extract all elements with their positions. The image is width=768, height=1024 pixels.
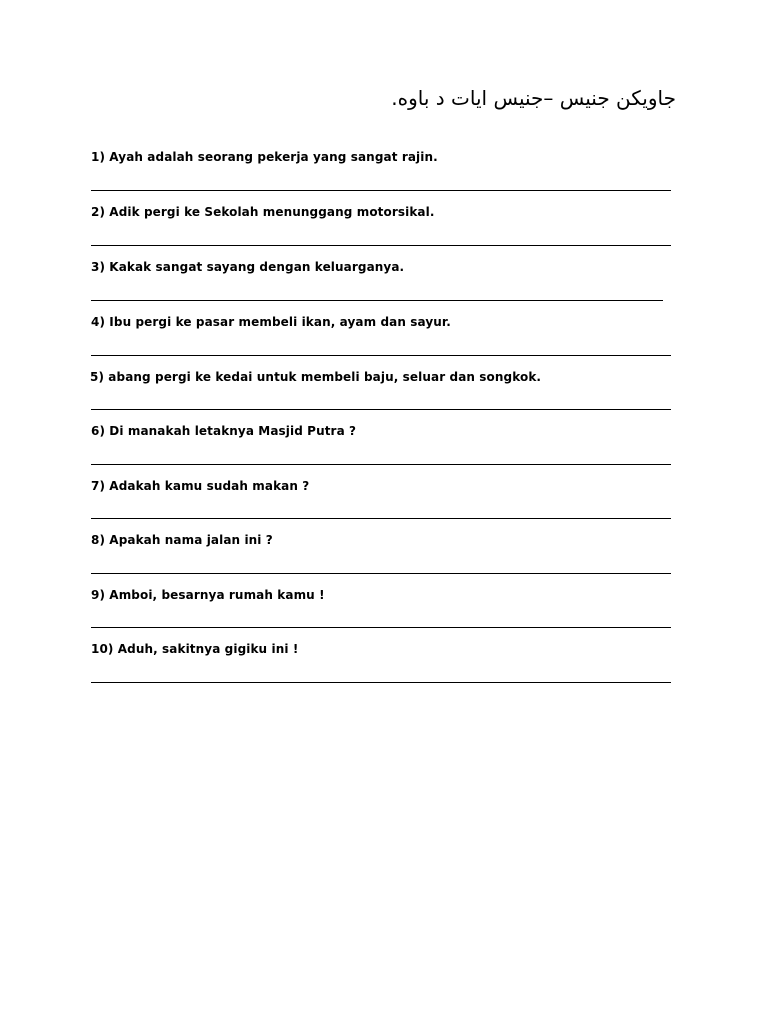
- question-2: 2) Adik pergi ke Sekolah menunggang motorsikal.: [91, 205, 435, 219]
- question-6: 6) Di manakah letaknya Masjid Putra ?: [91, 424, 357, 438]
- answer-line-1: [91, 190, 671, 191]
- answer-line-8: [91, 573, 671, 574]
- answer-line-4: [91, 355, 671, 356]
- answer-line-10: [91, 682, 671, 683]
- question-9: 9) Amboi, besarnya rumah kamu !: [91, 588, 325, 602]
- question-10: 10) Aduh, sakitnya gigiku ini !: [91, 642, 299, 656]
- question-3: 3) Kakak sangat sayang dengan keluarganya.: [91, 260, 405, 274]
- question-1: 1) Ayah adalah seorang pekerja yang sangat rajin.: [91, 150, 438, 164]
- answer-line-9: [91, 627, 671, 628]
- worksheet-title: جاويكن جنيس –جنيس ايات د باوه.: [391, 86, 676, 110]
- answer-line-2: [91, 245, 671, 246]
- answer-line-6: [91, 464, 671, 465]
- question-5: 5) abang pergi ke kedai untuk membeli baju, seluar dan songkok.: [90, 370, 542, 384]
- question-4: 4) Ibu pergi ke pasar membeli ikan, ayam dan sayur.: [91, 315, 451, 329]
- answer-line-5: [91, 409, 671, 410]
- answer-line-3: [91, 300, 663, 301]
- question-7: 7) Adakah kamu sudah makan ?: [91, 479, 310, 493]
- answer-line-7: [91, 518, 671, 519]
- question-8: 8) Apakah nama jalan ini ?: [91, 533, 273, 547]
